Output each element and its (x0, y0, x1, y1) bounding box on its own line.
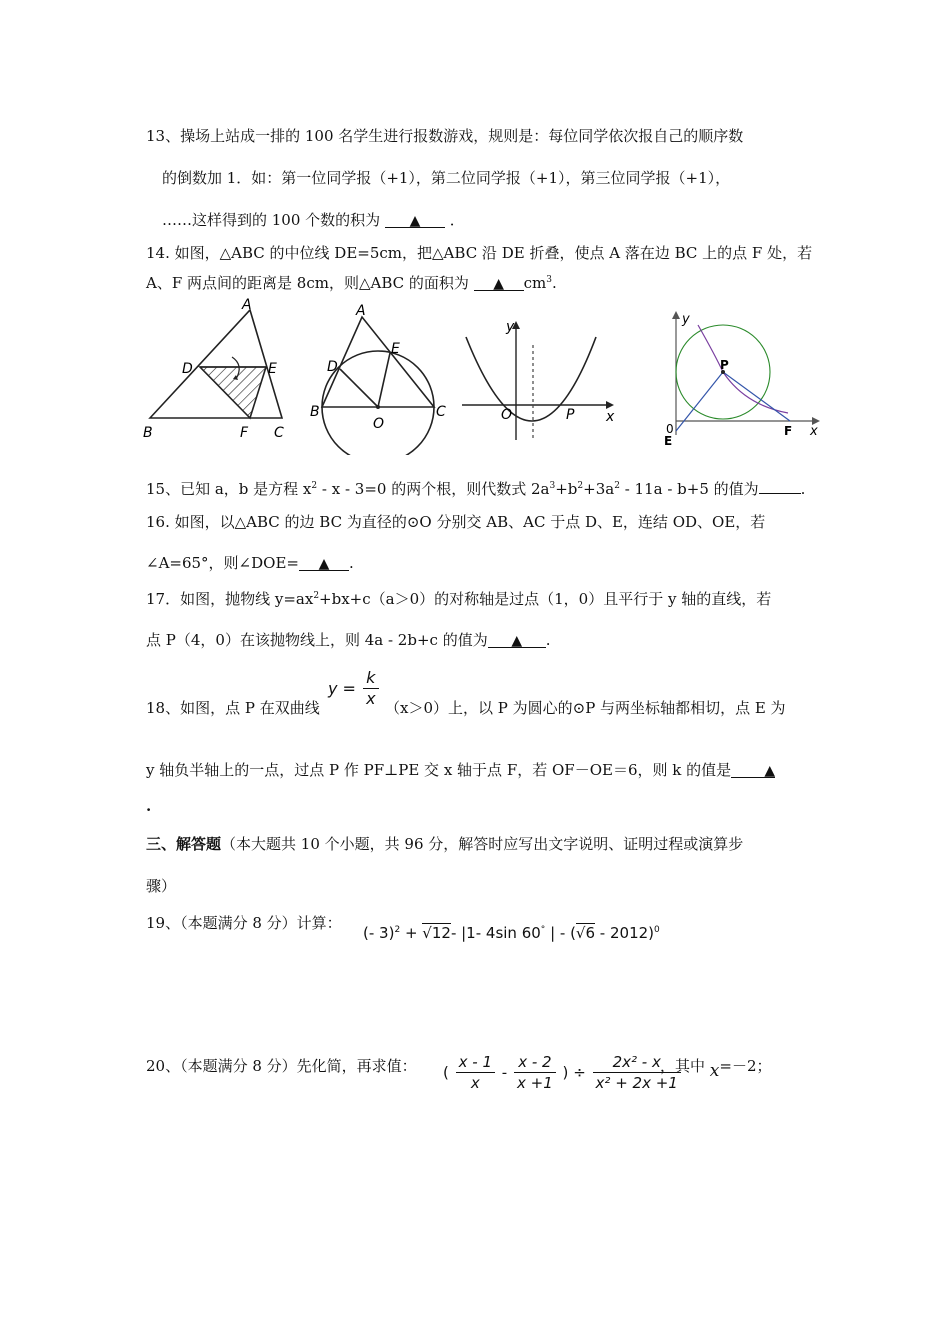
q19-sqrt-6: √6 (575, 924, 596, 942)
q20-comma: ，其中 (660, 1057, 706, 1075)
fig2-label-a: A (356, 303, 366, 319)
q15-text-3: +b (555, 480, 578, 498)
circle-o (322, 351, 434, 455)
q16-tail: . (348, 554, 354, 572)
q19-expr-2: + (400, 924, 423, 942)
q15-text-4: +3a (583, 480, 615, 498)
q19-expr-3: - |1- 4sin 60 (450, 924, 541, 942)
q19-expr-1: (- 3) (363, 924, 395, 942)
q18-line2 (146, 760, 775, 780)
q13-line3-text: ……这样得到的 100 个数的积为 (162, 211, 381, 229)
q18-fraction (363, 668, 378, 709)
q19-label: 19、（本题满分 8 分）计算： (146, 914, 342, 932)
q20-fraction-1 (456, 1052, 495, 1093)
figures-row (140, 295, 830, 455)
q20-tail (660, 1056, 772, 1081)
q15-text-5: - 11a - b+5 的值为 (619, 480, 759, 498)
q15-sup-3: 2 (577, 481, 584, 491)
fig1-label-a: A (242, 297, 252, 313)
figure-3 (462, 319, 615, 440)
q20-f1-num: x - 1 (456, 1052, 495, 1073)
q19-expression (363, 924, 660, 942)
fig1-label-b: B (143, 425, 153, 441)
fig3-label-p: P (566, 407, 575, 423)
q20-var: x (709, 1061, 720, 1081)
q20-f3-den: x² + 2x +1 (595, 1074, 678, 1092)
q18-y-eq: y = (328, 679, 356, 698)
q14-line2 (146, 273, 557, 293)
q14-line1: 14. 如图，△ABC 的中位线 DE=5cm，把△ABC 沿 DE 折叠，使点 A 落在边 BC 上的点 F 处，若 (146, 244, 813, 262)
folded-triangle-def (200, 367, 266, 418)
fig2-label-b: B (310, 404, 320, 420)
q16-line2-text: ∠A=65°，则∠DOE= (146, 554, 299, 572)
q15-sup-1: 2 (311, 481, 318, 491)
q16-line2 (146, 553, 354, 573)
fig4-label-o: 0 (666, 422, 674, 436)
q19-expr-5: - 2012) (595, 924, 655, 942)
q20-f2-den: x +1 (517, 1074, 553, 1092)
q17-text-2: +bx+c（a＞0）的对称轴是过点（1，0）且平行于 y 轴的直线，若 (319, 590, 772, 608)
answer-triangle-icon: ▲ (409, 213, 421, 229)
q19-expr-4: | - ( (545, 924, 576, 942)
q20-value: =－2； (719, 1057, 772, 1075)
fig3-label-o: O (501, 407, 513, 423)
q20-f3-num: 2x² - x (593, 1052, 681, 1073)
q18-pre: 18、如图，点 P 在双曲线 (146, 699, 320, 717)
answer-triangle-icon: ▲ (511, 633, 523, 649)
q20-rparen: ) (562, 1063, 569, 1082)
q15-tail: . (800, 480, 806, 498)
q18-hyperbola-formula (328, 668, 381, 709)
section3-desc2: 骤） (146, 877, 177, 895)
section3-title: 三、解答题 (146, 835, 222, 853)
q20-label: 20、（本题满分 8 分）先化简，再求值： (146, 1057, 417, 1075)
q13-tail: ． (449, 211, 465, 229)
answer-triangle-icon: ▲ (493, 276, 505, 292)
fig2-label-c: C (436, 404, 446, 420)
q16-answer-blank[interactable] (299, 553, 349, 571)
q20-expression (443, 1052, 683, 1093)
hyperbola (698, 325, 788, 413)
answer-triangle-icon: ▲ (318, 556, 330, 572)
fig4-label-x: x (810, 424, 818, 439)
q19-degree: ° (540, 925, 546, 935)
fig2-label-o: O (373, 416, 385, 432)
q14-unit-sup: 3 (546, 275, 553, 285)
fig1-label-d: D (182, 361, 193, 377)
q15-line (146, 476, 805, 499)
triangle-abc (150, 310, 282, 418)
q20-lparen: ( (443, 1063, 449, 1082)
section3-heading (146, 834, 743, 854)
q18-answer-blank[interactable] (731, 760, 775, 778)
q17-line1 (146, 589, 771, 609)
q20-fraction-2 (514, 1052, 556, 1093)
fig4-label-p: P (720, 358, 729, 372)
q19-sup-0: 0 (654, 925, 660, 935)
figure-2 (310, 303, 446, 455)
figure-4 (664, 311, 820, 448)
q13-line2: 的倒数加 1．如：第一位同学报（+1），第二位同学报（+1），第三位同学报（+1）， (162, 169, 731, 187)
q20-f1-den: x (470, 1074, 480, 1092)
q18-post: （x＞0）上，以 P 为圆心的⊙P 与两坐标轴都相切，点 E 为 (385, 699, 786, 717)
fig3-label-y: y (506, 319, 515, 335)
fig1-label-c: C (274, 425, 284, 441)
q20-divide: ÷ (573, 1063, 586, 1082)
q19-sqrt-12: √12 (422, 924, 451, 942)
q17-line2 (146, 630, 550, 650)
q15-sup-4: 2 (614, 481, 620, 491)
q17-line2-text: 点 P（4，0）在该抛物线上，则 4a - 2b+c 的值为 (146, 631, 488, 649)
parabola (466, 337, 596, 421)
q14-tail: . (552, 274, 557, 292)
q15-text-2: - x - 3=0 的两个根，则代数式 2a (317, 480, 550, 498)
q14-unit: cm (523, 274, 547, 292)
fig1-label-f: F (240, 425, 249, 441)
fig1-label-e: E (268, 361, 277, 377)
q18-den: x (366, 689, 376, 708)
q18-line2-text: y 轴负半轴上的一点，过点 P 作 PF⊥PE 交 x 轴于点 F，若 OF－OE＝6，则 k 的值是 (146, 761, 732, 779)
q15-sup-2: 3 (549, 481, 556, 491)
q17-text-1: 17．如图，抛物线 y=ax (146, 590, 314, 608)
q13-line1: 13、操场上站成一排的 100 名学生进行报数游戏，规则是：每位同学依次报自己的顺序数 (146, 127, 744, 145)
q16-line1: 16. 如图，以△ABC 的边 BC 为直径的⊙O 分别交 AB、AC 于点 D、E，连结 OD、OE，若 (146, 513, 766, 531)
triangle-abc-2 (322, 317, 434, 407)
fig4-label-e: E (664, 434, 673, 448)
q19-sup-1: 2 (394, 925, 401, 935)
q18-num: k (363, 668, 378, 689)
q15-text-1: 15、已知 a，b 是方程 x (146, 480, 312, 498)
q17-answer-blank[interactable] (488, 630, 546, 648)
q15-answer-blank[interactable] (759, 476, 801, 494)
fig4-label-y: y (682, 312, 690, 327)
fig3-label-x: x (606, 409, 615, 425)
q17-sup: 2 (313, 591, 320, 601)
figure-1 (143, 297, 284, 441)
fig4-label-f: F (784, 424, 793, 438)
q13-answer-blank[interactable] (385, 210, 445, 228)
q14-line2-text: A、F 两点间的距离是 8cm，则△ABC 的面积为 (146, 274, 469, 292)
q20-f2-num: x - 2 (514, 1052, 556, 1073)
q18-tail: . (146, 797, 152, 815)
answer-triangle-icon: ▲ (764, 763, 776, 779)
fig2-label-e: E (391, 341, 400, 357)
section3-desc: （本大题共 10 个小题，共 96 分，解答时应写出文字说明、证明过程或演算步 (221, 835, 744, 853)
q20-minus: - (501, 1063, 508, 1082)
q17-tail: . (545, 631, 551, 649)
q14-answer-blank[interactable] (474, 273, 524, 291)
fig2-label-d: D (327, 359, 338, 375)
q13-line3 (162, 210, 465, 230)
